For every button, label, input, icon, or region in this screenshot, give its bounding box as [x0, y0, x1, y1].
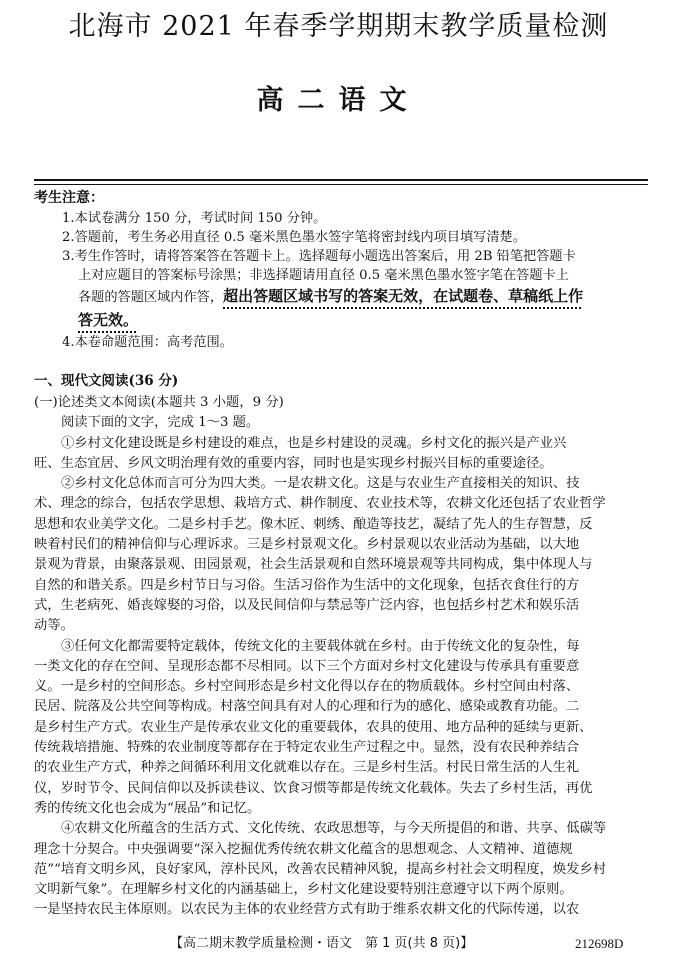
- notice-list: [62, 209, 662, 352]
- footer-code: 212698D: [575, 936, 624, 951]
- notice-text: 各题的答题区域内作答，: [78, 290, 224, 305]
- reading-passage: [34, 393, 654, 921]
- passage-line: 动等。: [34, 618, 74, 634]
- notice-item: 4.本卷命题范围：高考范围。: [62, 335, 233, 350]
- notice-item: 2.答题前，考生务必用直径 0.5 毫米黑色墨水签字笔将密封线内项目填写清楚。: [62, 230, 526, 245]
- reading-instruction: 阅读下面的文字，完成 1～3 题。: [61, 415, 260, 431]
- passage-line: 秀的传统文化也会成为“展品”和记忆。: [34, 800, 261, 816]
- emphasis-text: 超出答题区域书写的答案无效，在试题卷、草稿纸上作: [223, 287, 584, 305]
- passage-line: 景观为背景，由聚落景观、田园景观，社会生活景观和自然环境景观等共同构成，集中体现人与: [34, 557, 593, 573]
- passage-line: 范”“培育文明乡风，良好家风，淳朴民风，改善农民精神风貌，提高乡村社会文明程度，焕发乡村: [34, 861, 607, 877]
- notice-item-continuation: 上对应题目的答案标号涂黑；非选择题请用直径 0.5 毫米黑色墨水签字笔在答题卡上: [78, 268, 569, 283]
- passage-line: 思想和农业美学文化。二是乡村手艺。像木匠、刺绣、酿造等技艺，凝结了先人的生存智慧，反: [34, 516, 593, 532]
- passage-line: 民居、院落及公共空间等构成。村落空间具有对人的心理和行为的感化、感染或教育功能。二: [34, 699, 580, 715]
- passage-line: 仪，岁时节令、民间信仰以及拆读巷议、饮食习惯等都是传统文化载体。失去了乡村生活，再优: [34, 780, 593, 796]
- notice-item-continuation: [62, 309, 662, 333]
- header-divider-thick: [34, 179, 648, 181]
- notice-heading: 考生注意：: [34, 190, 104, 206]
- passage-line: 自然的和谐关系。四是乡村节日与习俗。生活习俗作为生活中的文化现象，包括衣食住行的方: [34, 577, 580, 593]
- passage-line: 的农业生产方式，种养之间循环利用文化就难以存在。三是乡村生活。村民日常生活的人生礼: [34, 760, 580, 776]
- passage-line: ④农耕文化所蕴含的生活方式、文化传统、农政思想等，与今天所提倡的和谐、共享、低碳等: [61, 821, 607, 837]
- notice-item: 1.本试卷满分 150 分，考试时间 150 分钟。: [62, 211, 327, 226]
- subject-title: 高二语文: [256, 85, 421, 116]
- exam-title: 北海市 2021 年春季学期期末教学质量检测: [68, 11, 609, 42]
- passage-line: ①乡村文化建设既是乡村建设的难点，也是乡村建设的灵魂。乡村文化的振兴是产业兴: [61, 435, 567, 451]
- passage-line: 式，生老病死、婚丧嫁娶的习俗，以及民间信仰与禁忌等广泛内容，也包括乡村艺术和娱乐活: [34, 597, 580, 613]
- header-divider-thin: [34, 184, 648, 185]
- footer-page-info: 【高二期末教学质量检测・语文 第 1 页(共 8 页)】: [170, 936, 474, 951]
- passage-line: ③任何文化都需要特定载体，传统文化的主要载体就在乡村。由于传统文化的复杂性，每: [61, 638, 580, 654]
- passage-line: ②乡村文化总体而言可分为四大类。一是农耕文化。这是与农业生产直接相关的知识、技: [61, 476, 580, 492]
- notice-item-continuation: [62, 285, 662, 309]
- passage-line: 传统栽培措施、特殊的农业制度等都存在于特定农业生产过程之中。显然，没有农民种养结合: [34, 740, 580, 756]
- passage-line: 术、理念的综合，包括农学思想、栽培方式、耕作制度、农业技术等，农耕文化还包括了农业哲学: [34, 496, 606, 512]
- emphasis-text: 答无效。: [78, 311, 139, 329]
- sub-section-heading: (一)论述类文本阅读(本题共 3 小题，9 分): [34, 395, 284, 410]
- passage-line: 义。一是乡村的空间形态。乡村空间形态是乡村文化得以存在的物质载体。乡村空间由村落、: [34, 679, 580, 695]
- passage-line: 理念十分契合。中央强调要“深入挖掘优秀传统农耕文化蕴含的思想观念、人文精神、道德规: [34, 841, 573, 857]
- passage-line: 映着村民们的精神信仰与心理诉求。三是乡村景观文化。乡村景观以农业活动为基础，以大地: [34, 537, 580, 553]
- passage-line: 文明新气象”。在理解乡村文化的内涵基础上，乡村文化建设要特别注意遵守以下两个原则。: [34, 882, 573, 898]
- section-heading: 一、现代文阅读(36 分): [34, 373, 179, 389]
- passage-line: 是乡村生产方式。农业生产是传承农业文化的重要载体，农具的使用、地方品种的延续与更新、: [34, 719, 593, 735]
- notice-item: 3.考生作答时，请将答案答在答题卡上。选择题每小题选出答案后，用 2B 铅笔把答题卡: [62, 249, 576, 264]
- passage-line: 一是坚持农民主体原则。以农民为主体的农业经营方式有助于维系农耕文化的代际传递，以农: [34, 902, 580, 918]
- passage-line: 旺、生态宜居、乡风文明治理有效的重要内容，同时也是实现乡村振兴目标的重要途径。: [34, 455, 553, 471]
- passage-line: 一类文化的存在空间、呈现形态都不尽相同。以下三个方面对乡村文化建设与传承具有重要意: [34, 658, 580, 674]
